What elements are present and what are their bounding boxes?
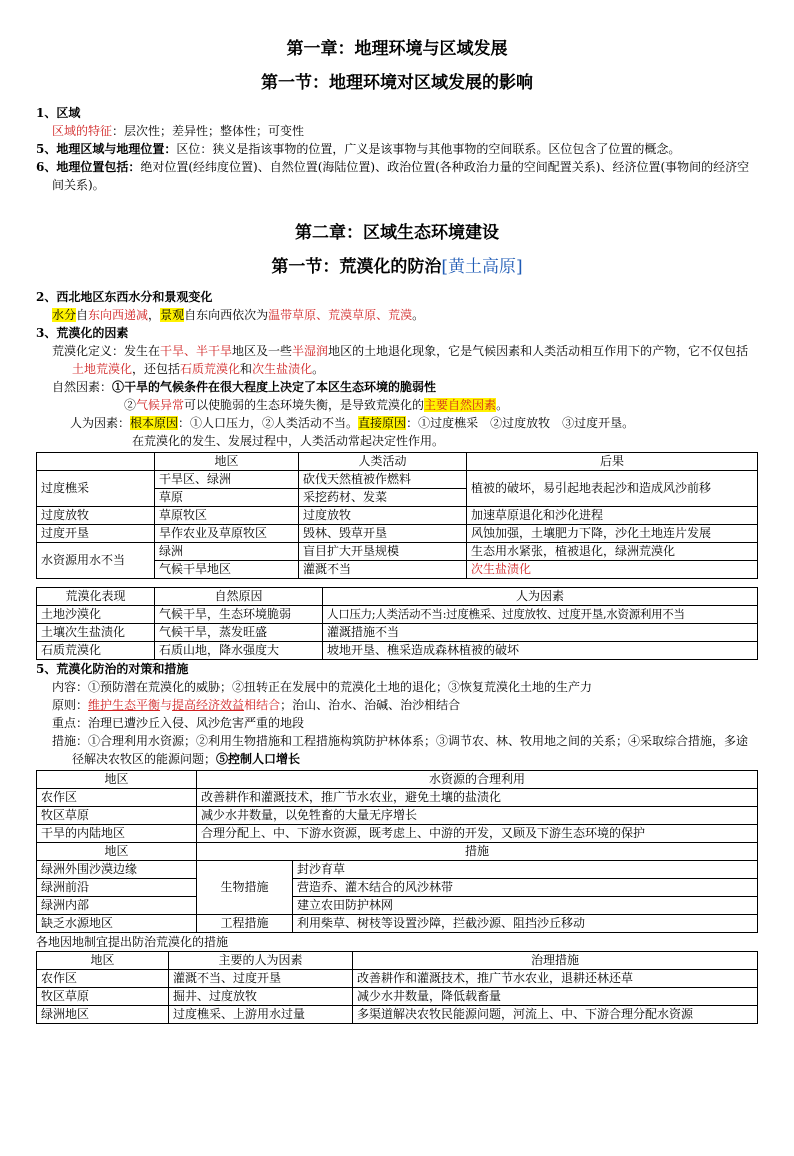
table-cell: 合理分配上、中、下游水资源，既考虑上、中游的开发，又顾及下游生态环境的保护 <box>197 825 758 843</box>
table-row <box>37 861 758 879</box>
natural-factor-2: ②气候异常可以使脆弱的生态环境失衡，是导致荒漠化的主要自然因素。 <box>124 398 509 412</box>
content-line: 内容：①预防潜在荒漠化的威胁；②扭转正在发展中的荒漠化土地的退化；③恢复荒漠化土地的生产力 <box>52 680 593 694</box>
table-cell: 缺乏水源地区 <box>37 915 197 933</box>
table-cell: 利用柴草、树枝等设置沙障，拦截沙源、阻挡沙丘移动 <box>293 915 758 933</box>
table-header-cell: 水资源的合理利用 <box>197 771 758 789</box>
table-cell: 石质山地，降水强度大 <box>155 642 323 660</box>
human-role-note: 在荒漠化的发生、发展过程中，人类活动常起决定性作用。 <box>132 434 445 448</box>
natural-factor-1: 自然因素：①干旱的气候条件在很大程度上决定了本区生态环境的脆弱性 <box>52 380 437 394</box>
table-cell: 改善耕作和灌溉技术，推广节水农业，退耕还林还草 <box>353 970 758 988</box>
table-header-cell: 后果 <box>467 453 758 471</box>
table-cell: 加速草原退化和沙化进程 <box>467 507 758 525</box>
table-row <box>37 624 758 642</box>
item-2-heading: 2、西北地区东西水分和景观变化 <box>36 290 213 304</box>
table-cell: 过度放牧 <box>299 507 467 525</box>
table-header-cell: 地区 <box>155 453 299 471</box>
table-cell: 气候干旱，生态环境脆弱 <box>155 606 323 624</box>
principle-line: 原则：维护生态平衡与提高经济效益相结合；治山、治水、治碱、治沙相结合 <box>52 698 461 712</box>
table-cell: 人口压力;人类活动不当:过度樵采、过度放牧、过度开垦,水资源利用不当 <box>323 606 758 624</box>
item-6-paragraph: 6、地理位置包括：绝对位置(经纬度位置)、自然位置(海陆位置)、政治位置(各种政治力量的空间配置关系)、经济位置(事物间的经济空间关系)。 <box>36 160 750 192</box>
table-cell: 牧区草原 <box>37 807 197 825</box>
table-cell: 封沙育草 <box>293 861 758 879</box>
table-cell: 绿洲前沿 <box>37 879 197 897</box>
region-features: 区域的特征：层次性；差异性；整体性；可变性 <box>52 124 305 138</box>
table-cell: 绿洲 <box>155 543 299 561</box>
table-row <box>37 771 758 789</box>
table-cell: 干旱区、绿洲 <box>155 471 299 489</box>
table-row <box>37 507 758 525</box>
table-cell: 采挖药材、发菜 <box>299 489 467 507</box>
table-row <box>37 606 758 624</box>
desertification-definition: 荒漠化定义：发生在干旱、半干旱地区及一些半湿润地区的土地退化现象，它是气候因素和人类活动相互作用下的产物，它不仅包括土地荒漠化，还包括石质荒漠化和次生盐渍化。 <box>52 344 749 376</box>
table-cell: 过度开垦 <box>37 525 155 543</box>
water-measures-table <box>36 770 758 933</box>
table-row <box>37 988 758 1006</box>
chapter-1-title: 第一章：地理环境与区域发展 <box>286 39 508 59</box>
table-header-cell: 地区 <box>37 771 197 789</box>
table-cell: 过度放牧 <box>37 507 155 525</box>
table-row <box>37 1006 758 1024</box>
table-cell: 草原 <box>155 489 299 507</box>
table-header-cell: 主要的人为因素 <box>169 952 353 970</box>
table-cell: 生态用水紧张，植被退化，绿洲荒漠化 <box>467 543 758 561</box>
table-cell: 石质荒漠化 <box>37 642 155 660</box>
table-cell: 灌溉不当 <box>299 561 467 579</box>
item-5-heading: 5、荒漠化防治的对策和措施 <box>36 662 189 676</box>
table-cell: 毁林、毁草开垦 <box>299 525 467 543</box>
item-5-paragraph: 5、地理区域与地理位置：区位：狭义是指该事物的位置，广义是该事物与其他事物的空间联系。区位包含了位置的概念。 <box>36 142 681 156</box>
table-row <box>37 543 758 561</box>
table-row <box>37 789 758 807</box>
chapter-2-section-title: 第一节：荒漠化的防治[黄土高原] <box>271 257 523 277</box>
table-row <box>37 915 758 933</box>
table-row <box>37 843 758 861</box>
table-cell: 绿洲外围沙漠边缘 <box>37 861 197 879</box>
chapter-1-section-title: 第一节：地理环境对区域发展的影响 <box>261 73 533 93</box>
table-cell: 农作区 <box>37 789 197 807</box>
table-cell: 水资源用水不当 <box>37 543 155 579</box>
table-row <box>37 825 758 843</box>
table-cell: 绿洲地区 <box>37 1006 169 1024</box>
table-cell: 土壤次生盐渍化 <box>37 624 155 642</box>
table-row <box>37 525 758 543</box>
table-cell: 改善耕作和灌溉技术，推广节水农业，避免土壤的盐渍化 <box>197 789 758 807</box>
desertification-types-table <box>36 587 758 660</box>
water-landscape-line: 水分自东向西递减，景观自东向西依次为温带草原、荒漠草原、荒漠。 <box>52 308 425 322</box>
table-header-cell <box>37 453 155 471</box>
table-row <box>37 471 758 489</box>
table-cell: 气候干旱，蒸发旺盛 <box>155 624 323 642</box>
table-cell: 生物措施 <box>197 861 293 915</box>
table-cell: 牧区草原 <box>37 988 169 1006</box>
table-row <box>37 588 758 606</box>
table-cell: 灌溉措施不当 <box>323 624 758 642</box>
table-cell: 过度樵采、上游用水过量 <box>169 1006 353 1024</box>
table-row <box>37 897 758 915</box>
item-1-heading: 1、区域 <box>36 106 81 120</box>
table-row <box>37 807 758 825</box>
table-cell: 坡地开垦、樵采造成森林植被的破坏 <box>323 642 758 660</box>
table-header-cell: 人为因素 <box>323 588 758 606</box>
table-header-cell: 措施 <box>197 843 758 861</box>
table-cell: 减少水井数量，以免牲畜的大量无序增长 <box>197 807 758 825</box>
table-cell: 绿洲内部 <box>37 897 197 915</box>
table-row <box>37 642 758 660</box>
table-header-cell: 治理措施 <box>353 952 758 970</box>
table-cell: 营造乔、灌木结合的风沙林带 <box>293 879 758 897</box>
table-cell: 建立农田防护林网 <box>293 897 758 915</box>
table-cell: 旱作农业及草原牧区 <box>155 525 299 543</box>
table-header-cell: 人类活动 <box>299 453 467 471</box>
table-header-cell: 荒漠化表现 <box>37 588 155 606</box>
measures-line: 措施：①合理利用水资源；②利用生物措施和工程措施构筑防护林体系；③调节农、林、牧用地之间的关系；④采取综合措施，多途径解决农牧区的能源问题；⑤控制人口增长 <box>52 734 749 766</box>
chapter-2-title: 第二章：区域生态环境建设 <box>295 223 499 243</box>
table-row <box>37 879 758 897</box>
table-row <box>37 952 758 970</box>
table-row <box>37 970 758 988</box>
table-header-cell: 地区 <box>37 952 169 970</box>
table-cell: 干旱的内陆地区 <box>37 825 197 843</box>
table-cell: 风蚀加强，土壤肥力下降，沙化土地连片发展 <box>467 525 758 543</box>
table-header-cell: 地区 <box>37 843 197 861</box>
table-cell: 过度樵采 <box>37 471 155 507</box>
table-4-caption: 各地因地制宜提出防治荒漠化的措施 <box>36 935 229 949</box>
table-cell: 气候干旱地区 <box>155 561 299 579</box>
item-3-heading: 3、荒漠化的因素 <box>36 326 129 340</box>
table-header-cell: 自然原因 <box>155 588 323 606</box>
table-row <box>37 453 758 471</box>
human-factors: 人为因素：根本原因：①人口压力，②人类活动不当。直接原因：①过度樵采 ②过度放牧 ③过度开垦。 <box>70 416 635 430</box>
regional-measures-table <box>36 951 758 1024</box>
table-cell: 掘井、过度放牧 <box>169 988 353 1006</box>
table-cell: 植被的破坏，易引起地表起沙和造成风沙前移 <box>467 471 758 507</box>
table-cell: 农作区 <box>37 970 169 988</box>
focus-line: 重点：治理已遭沙丘入侵、风沙危害严重的地段 <box>52 716 305 730</box>
table-cell: 土地沙漠化 <box>37 606 155 624</box>
table-cell: 盲目扩大开垦规模 <box>299 543 467 561</box>
human-activity-table <box>36 452 758 579</box>
table-cell: 灌溉不当、过度开垦 <box>169 970 353 988</box>
table-cell: 次生盐渍化 <box>467 561 758 579</box>
table-cell: 砍伐天然植被作燃料 <box>299 471 467 489</box>
table-cell: 工程措施 <box>197 915 293 933</box>
table-cell: 多渠道解决农牧民能源问题，河流上、中、下游合理分配水资源 <box>353 1006 758 1024</box>
table-cell: 草原牧区 <box>155 507 299 525</box>
table-cell: 减少水井数量，降低载畜量 <box>353 988 758 1006</box>
